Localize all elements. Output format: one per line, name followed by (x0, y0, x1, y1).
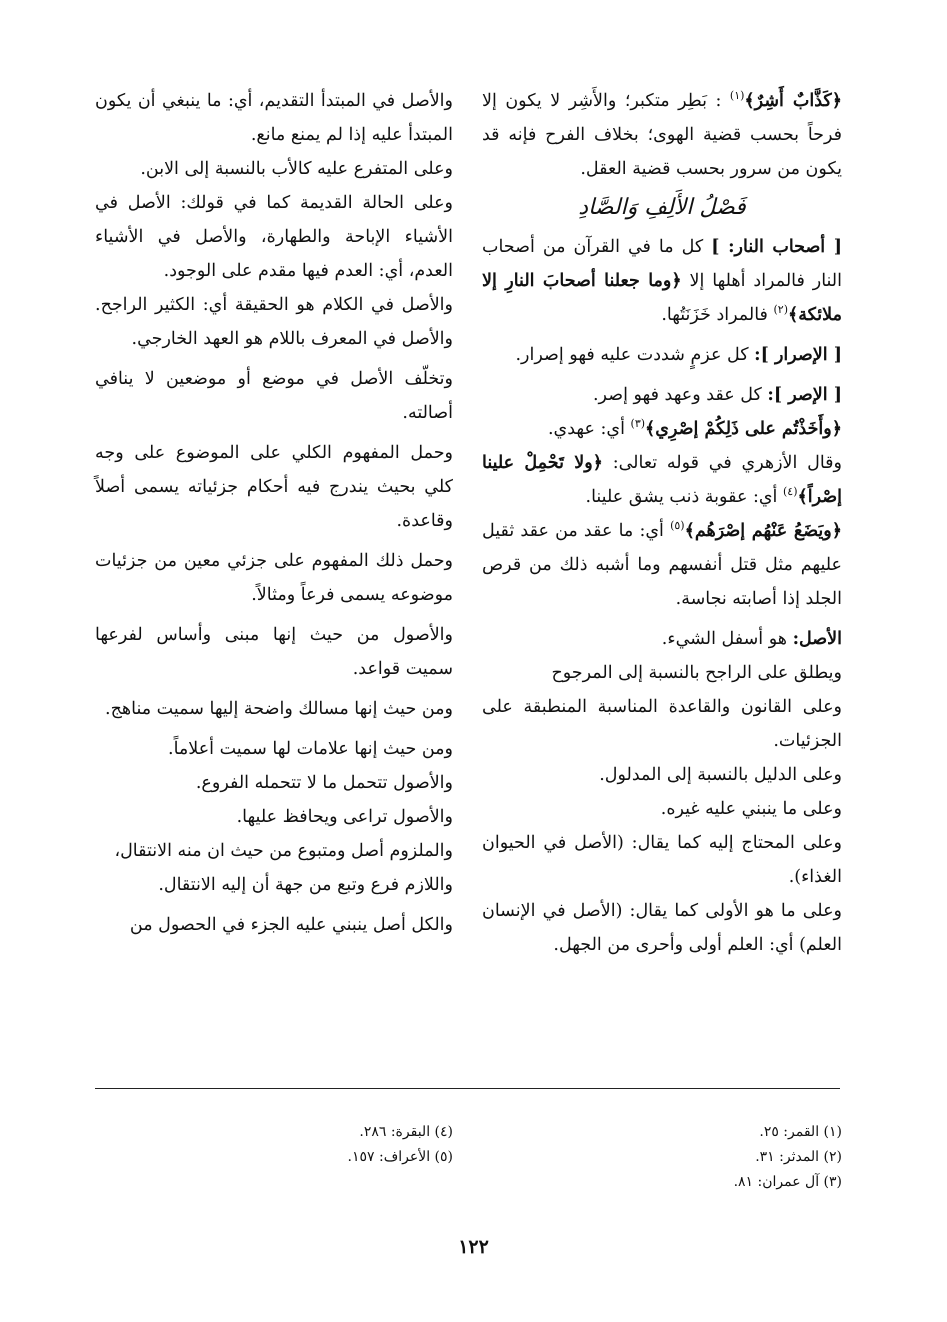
paragraph: وعلى المحتاج إليه كما يقال: (الأصل في الحيوان الغذاء). (482, 833, 842, 887)
entry-term: الأصل: (792, 629, 842, 649)
footnote: (٤) البقرة: ٢٨٦. (359, 1124, 453, 1140)
paragraph (482, 622, 842, 656)
paragraph-text: كل عزمٍ شددت عليه فهو إصرار. (515, 345, 755, 365)
paragraph: وحمل ذلك المفهوم على جزئي معين من جزئيات موضوعه يسمى فرعاً ومثالاً. (95, 551, 453, 605)
quran-quote: ﴿كَذَّابٌ أَشِرٌ﴾ (744, 91, 842, 111)
paragraph-text: أي: عهدي. (547, 419, 631, 439)
paragraph: وعلى المتفرع عليه كالأب بالنسبة إلى الابن. (140, 159, 453, 179)
paragraph: وعلى الدليل بالنسبة إلى المدلول. (599, 765, 842, 785)
quran-quote: ﴿وأَخَذْتُم على ذَلِكُمْ إصْرِي﴾ (645, 419, 842, 439)
paragraph: وتخلّف الأصل في موضع أو موضعين لا ينافي أصالته. (95, 369, 453, 423)
footnote: (١) القمر: ٢٥. (759, 1124, 842, 1140)
paragraph: ومن حيث إنها علامات لها سميت أعلاماً. (168, 739, 453, 759)
paragraph-text: وقال الأزهري في قوله تعالى: (602, 453, 842, 473)
footnotes-left (250, 1120, 453, 1170)
left-column (95, 84, 453, 942)
footnote-ref: (٣) (630, 417, 646, 431)
section-heading: فَصْلُ الأَلِفِ وَالصَّادِ (578, 195, 746, 220)
paragraph-text: أي: ما عقد من عقد ثقيل عليهم مثل قتل أنفسهم وما أشبه ذلك من قرص الجلد إذا أصابته نجاسة. (482, 521, 842, 609)
paragraph: والكل أصل ينبني عليه الجزء في الحصول من (129, 915, 453, 935)
paragraph-text: كل ما في القرآن من أصحاب النار فالمراد أهلها إلا (482, 237, 842, 291)
footnotes-right (560, 1120, 842, 1195)
paragraph-text: كل عقد وعهد فهو إصر. (592, 385, 768, 405)
paragraph (482, 514, 842, 616)
paragraph (482, 446, 842, 514)
entry-term: [ أصحاب النار: ] (711, 237, 842, 257)
footnote-ref: (٤) (782, 485, 798, 499)
paragraph: وحمل المفهوم الكلي على الموضوع على وجه كلي بحيث يندرج فيه أحكام جزئياته يسمى أصلاً وقاعدة. (95, 443, 453, 531)
page-number: ١٢٢ (458, 1236, 489, 1258)
footnote-divider (95, 1088, 840, 1089)
footnote: (٥) الأعراف: ١٥٧. (347, 1149, 453, 1165)
paragraph: ومن حيث إنها مسالك واضحة إليها سميت مناهج. (105, 699, 453, 719)
paragraph: والأصول من حيث إنها مبنى وأساس لفرعها سميت قواعد. (95, 625, 453, 679)
paragraph: والأصول تتحمل ما لا تتحمله الفروع. (195, 773, 453, 793)
paragraph: والأصول تراعى ويحافظ عليها. (236, 807, 453, 827)
paragraph: وعلى ما ينبني عليه غيره. (660, 799, 842, 819)
footnote-ref: (٢) (773, 303, 788, 317)
right-column (482, 84, 842, 962)
paragraph-text: : بَطِر متكبر؛ والأَشِر لا يكون إلا فرحاً بحسب قضية الهوى؛ بخلاف الفرح فإنه قد يكون من سرور بحسب قضية العقل. (482, 91, 842, 179)
paragraph-text: فالمراد خَزَنَتُها. (661, 305, 774, 325)
paragraph (482, 378, 842, 412)
paragraph: وعلى الحالة القديمة كما في قولك: الأصل في الأشياء الإباحة والطهارة، والأصل في الأشياء العدم، أي: العدم فيها مقدم على الوجود. (95, 193, 453, 281)
paragraph: وعلى ما هو الأولى كما يقال: (الأصل في الإنسان العلم) أي: العلم أولى وأحرى من الجهل. (482, 901, 842, 955)
paragraph: ويطلق على الراجح بالنسبة إلى المرجوح (551, 663, 842, 683)
entry-term: [ الإصرار ]: (754, 345, 842, 365)
entry-term: [ الإصر ]: (767, 385, 842, 405)
footnote-ref: (٥) (670, 519, 685, 533)
footnote-ref: (١) (729, 89, 745, 103)
paragraph: والأصل في المبتدأ التقديم، أي: ما ينبغي أن يكون المبتدأ عليه إذا لم يمنع مانع. (95, 91, 453, 145)
paragraph (482, 412, 842, 446)
paragraph (482, 84, 842, 186)
paragraph-text: هو أسفل الشيء. (661, 629, 793, 649)
paragraph: والأصل في الكلام هو الحقيقة أي: الكثير الراجح. والأصل في المعرف باللام هو العهد الخارجي. (95, 295, 453, 349)
paragraph-text: أي: عقوبة ذنب يشق علينا. (585, 487, 783, 507)
paragraph: واللازم فرع وتبع من جهة أن إليه الانتقال. (158, 875, 453, 895)
paragraph: وعلى القانون والقاعدة المناسبة المنطبقة على الجزئيات. (482, 697, 842, 751)
footnote: (٣) آل عمران: ٨١. (733, 1174, 842, 1190)
paragraph (482, 230, 842, 332)
paragraph: والملزوم أصل ومتبوع من حيث ان منه الانتقال، (114, 841, 453, 861)
paragraph (482, 338, 842, 372)
quran-quote: ﴿ولا تَحْمِلْ علينا إصْراً﴾ (482, 453, 842, 507)
footnote: (٢) المدثر: ٣١. (755, 1149, 842, 1165)
quran-quote: ﴿ويَضَعُ عَنْهُم إصْرَهُم﴾ (684, 521, 842, 541)
quran-quote: ﴿وما جعلنا أصحابَ النارِ إلا ملائكة﴾ (482, 271, 842, 325)
